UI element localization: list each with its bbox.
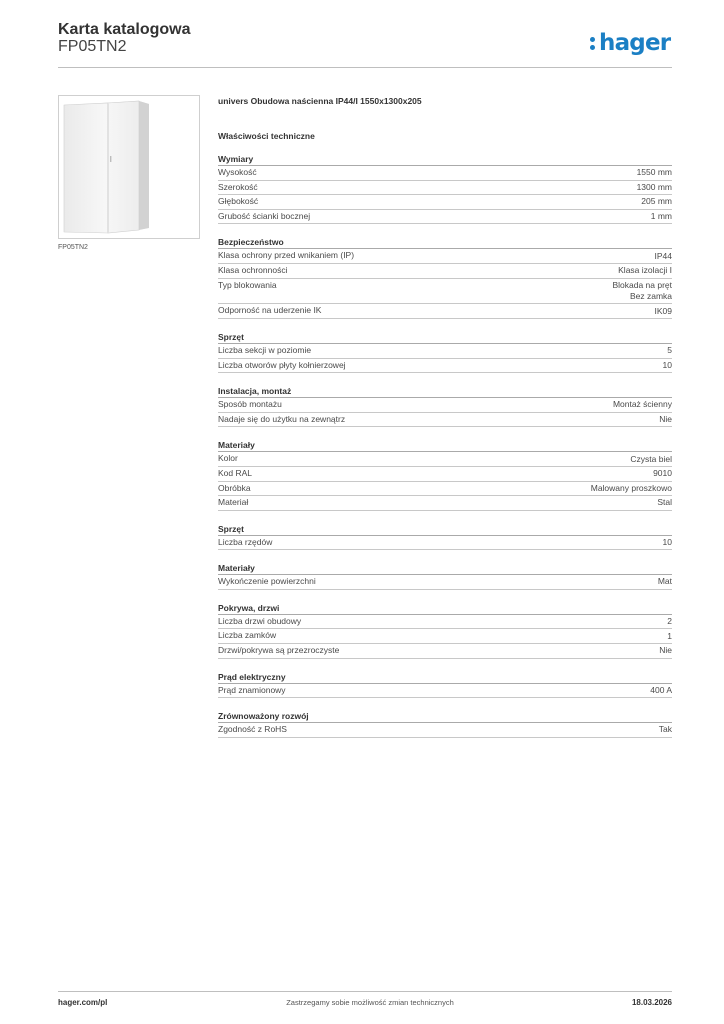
property-label: Szerokość — [218, 181, 258, 192]
property-label: Klasa ochronności — [218, 264, 288, 275]
property-row — [218, 210, 672, 225]
page-title: Karta katalogowa — [58, 21, 191, 38]
property-row — [218, 629, 672, 644]
property-label: Typ blokowania — [218, 279, 277, 290]
property-value: Czysta biel — [630, 453, 672, 464]
properties-list — [218, 154, 672, 738]
section-title: Bezpieczeństwo — [218, 237, 672, 249]
property-value: Nie — [659, 645, 672, 656]
property-label: Liczba rzędów — [218, 536, 273, 547]
property-row — [218, 496, 672, 511]
property-section — [218, 563, 672, 590]
property-row — [218, 644, 672, 659]
property-value: Stal — [657, 497, 672, 508]
property-value: 400 A — [650, 684, 672, 695]
property-section — [218, 440, 672, 510]
property-label: Kolor — [218, 453, 238, 464]
property-row — [218, 344, 672, 359]
property-section — [218, 711, 672, 738]
property-value: Mat — [657, 576, 672, 587]
property-value: 10 — [662, 359, 672, 370]
section-title: Prąd elektryczny — [218, 672, 672, 684]
property-section — [218, 332, 672, 373]
property-value: Montaż ścienny — [612, 399, 672, 410]
product-details — [218, 95, 672, 751]
property-label: Prąd znamionowy — [218, 684, 286, 695]
property-value: 205 mm — [641, 196, 672, 207]
property-value: IP44 — [654, 250, 672, 261]
property-value: Malowany proszkowo — [590, 482, 672, 493]
property-label: Zgodność z RoHS — [218, 724, 287, 735]
property-row — [218, 195, 672, 210]
property-row — [218, 166, 672, 181]
property-label: Wykończenie powierzchni — [218, 576, 316, 587]
property-label: Materiał — [218, 497, 249, 508]
property-value: 2 — [667, 616, 672, 627]
property-label: Drzwi/pokrywa są przezroczyste — [218, 645, 340, 656]
property-section — [218, 237, 672, 319]
property-label: Nadaje się do użytku na zewnątrz — [218, 413, 346, 424]
property-row — [218, 304, 672, 319]
property-value: Tak — [658, 724, 672, 735]
property-section — [218, 524, 672, 551]
property-label: Liczba zamków — [218, 630, 277, 641]
property-value: 1 mm — [650, 210, 672, 221]
property-row — [218, 264, 672, 279]
property-section — [218, 154, 672, 224]
property-label: Liczba drzwi obudowy — [218, 615, 302, 626]
product-description: univers Obudowa naścienna IP44/I 1550x1300x205 — [218, 96, 422, 106]
property-label: Kod RAL — [218, 467, 253, 478]
product-code: FP05TN2 — [58, 38, 127, 55]
section-title: Pokrywa, drzwi — [218, 603, 672, 615]
logo-wordmark: hager — [599, 30, 671, 56]
property-value: Blokada na pręt Bez zamka — [612, 279, 672, 301]
property-value: 1550 mm — [636, 167, 672, 178]
property-label: Grubość ścianki bocznej — [218, 210, 311, 221]
technical-properties-heading: Właściwości techniczne — [218, 131, 315, 141]
property-section — [218, 603, 672, 659]
property-value: Klasa izolacji I — [618, 265, 672, 276]
property-row — [218, 452, 672, 467]
property-row — [218, 413, 672, 428]
footer-website-link[interactable]: hager.com/pl — [58, 998, 108, 1007]
property-value: 10 — [662, 536, 672, 547]
property-row — [218, 536, 672, 551]
property-row — [218, 723, 672, 738]
section-title: Materiały — [218, 440, 672, 452]
property-label: Obróbka — [218, 482, 251, 493]
section-title: Sprzęt — [218, 524, 672, 536]
section-title: Materiały — [218, 563, 672, 575]
footer-divider — [58, 991, 672, 992]
property-value: 9010 — [653, 468, 672, 479]
property-value: 1 — [667, 630, 672, 641]
product-image-caption: FP05TN2 — [58, 244, 88, 251]
section-title: Zrównoważony rozwój — [218, 711, 672, 723]
hager-logo — [590, 30, 670, 56]
property-value: 1300 mm — [636, 181, 672, 192]
property-row — [218, 398, 672, 413]
property-label: Sposób montażu — [218, 399, 282, 410]
property-value: 5 — [667, 345, 672, 356]
property-row — [218, 615, 672, 630]
section-title: Instalacja, montaż — [218, 386, 672, 398]
property-row — [218, 249, 672, 264]
property-label: Liczba sekcji w poziomie — [218, 344, 312, 355]
property-label: Wysokość — [218, 167, 257, 177]
property-section — [218, 386, 672, 427]
property-value: Nie — [659, 413, 672, 424]
property-row — [218, 467, 672, 482]
property-label: Klasa ochrony przed wnikaniem (IP) — [218, 250, 355, 261]
header-divider — [58, 67, 672, 68]
enclosure-product-image — [59, 96, 199, 238]
property-row — [218, 359, 672, 374]
property-row — [218, 575, 672, 590]
product-image — [58, 95, 200, 239]
property-row — [218, 482, 672, 497]
property-row — [218, 684, 672, 699]
section-title: Sprzęt — [218, 332, 672, 344]
property-value: IK09 — [654, 305, 672, 316]
property-label: Odporność na uderzenie IK — [218, 305, 322, 316]
property-label: Liczba otworów płyty kołnierzowej — [218, 359, 346, 370]
footer-disclaimer: Zastrzegamy sobie możliwość zmian technicznych — [286, 998, 454, 1007]
property-section — [218, 672, 672, 699]
property-label: Głębokość — [218, 196, 259, 207]
section-title: Wymiary — [218, 154, 672, 166]
footer-date: 18.03.2026 — [631, 998, 672, 1007]
logo-dots-icon — [590, 33, 596, 53]
property-row — [218, 279, 672, 305]
property-row — [218, 181, 672, 196]
